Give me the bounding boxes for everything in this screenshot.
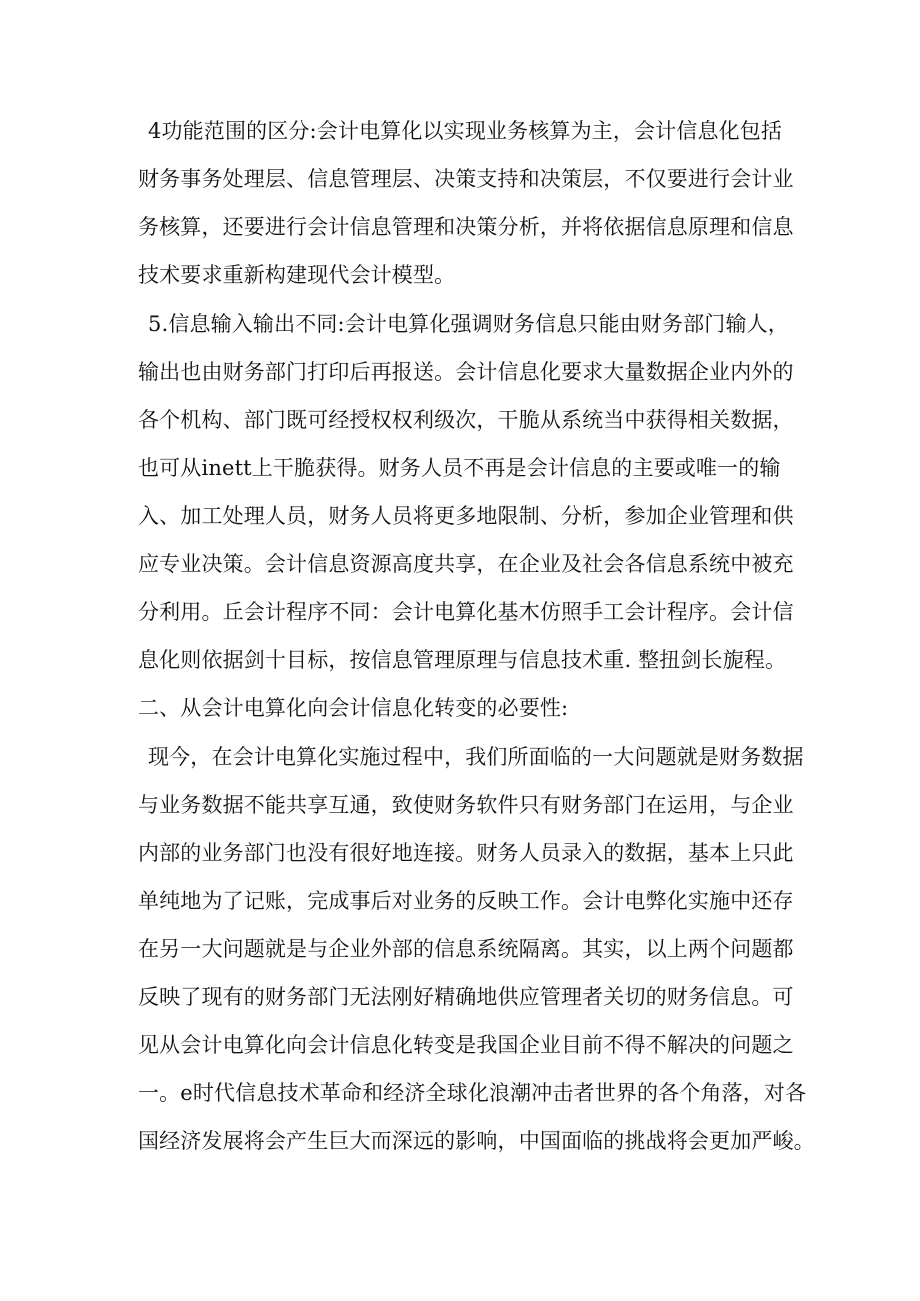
paragraph-body-line-7: 见从会计电算化向会计信息化转变是我国企业目前不得不解决的问题之 [138,1033,794,1057]
paragraph-body-line-2: 与业务数据不能共享互通，致使财务软件只有财务部门在运用，与企业 [138,793,794,817]
paragraph-5-line-2: 输出也由财务部门打印后再报送。会计信息化要求大量数据企业内外的 [138,360,794,384]
paragraph-5-line-1: 5.信息输入输出不同:会计电算化强调财务信息只能由财务部门输人， [148,312,789,336]
paragraph-4-line-1: 4功能范围的区分:会计电算化以实现业务核算为主，会计信息化包括 [148,119,783,143]
paragraph-body-line-9: 国经济发展将会产生巨大而深远的影响，中国面临的挑战将会更加严峻。 [138,1129,815,1153]
paragraph-body-line-5: 在另一大问题就是与企业外部的信息系统隔离。其实，以上两个问题都 [138,937,794,961]
paragraph-5-line-6: 应专业决策。会计信息资源高度共享，在企业及社会各信息系统中被充 [138,552,794,576]
paragraph-5-line-7: 分利用。丘会计程序不同：会计电算化基木仿照手工会计程序。会计信 [138,600,794,624]
paragraph-body-line-4: 单纯地为了记账，完成事后对业务的反映工作。会计电弊化实施中还存 [138,889,794,913]
paragraph-4-line-4: 技术要求重新构建现代会计模型。 [138,263,456,287]
paragraph-body-line-1: 现今，在会计电算化实施过程中，我们所面临的一大问题就是财务数据 [148,745,804,769]
paragraph-body-line-3: 内部的业务部门也没有很好地连接。财务人员录入的数据，基本上只此 [138,841,794,865]
paragraph-5-line-8: 息化则依据剑十目标，按信息管理原理与信息技术重. 整扭剑长旎程。 [138,648,787,672]
paragraph-4-line-2: 财务事务处理层、信息管理层、决策支持和决策层，不仅要进行会计业 [138,167,794,191]
paragraph-5-line-4: 也可从inett上干脆获得。财务人员不再是会计信息的主要或唯一的输 [138,456,781,480]
paragraph-5-line-5: 入、加工处理人员，财务人员将更多地限制、分析，参加企业管理和供 [138,504,794,528]
section-heading: 二、从会计电算化向会计信息化转变的必要性: [138,696,569,720]
paragraph-5-line-3: 各个机构、部门既可经授权权利级次，干脆从系统当中获得相关数据， [138,408,794,432]
paragraph-body-line-8: 一。e时代信息技术革命和经济全球化浪潮冲击者世界的各个角落，对各 [138,1081,807,1105]
paragraph-body-line-6: 反映了现有的财务部门无法刚好精确地供应管理者关切的财务信息。可 [138,985,794,1009]
paragraph-4-line-3: 务核算，还要进行会计信息管理和决策分析，并将依据信息原理和信息 [138,215,794,239]
